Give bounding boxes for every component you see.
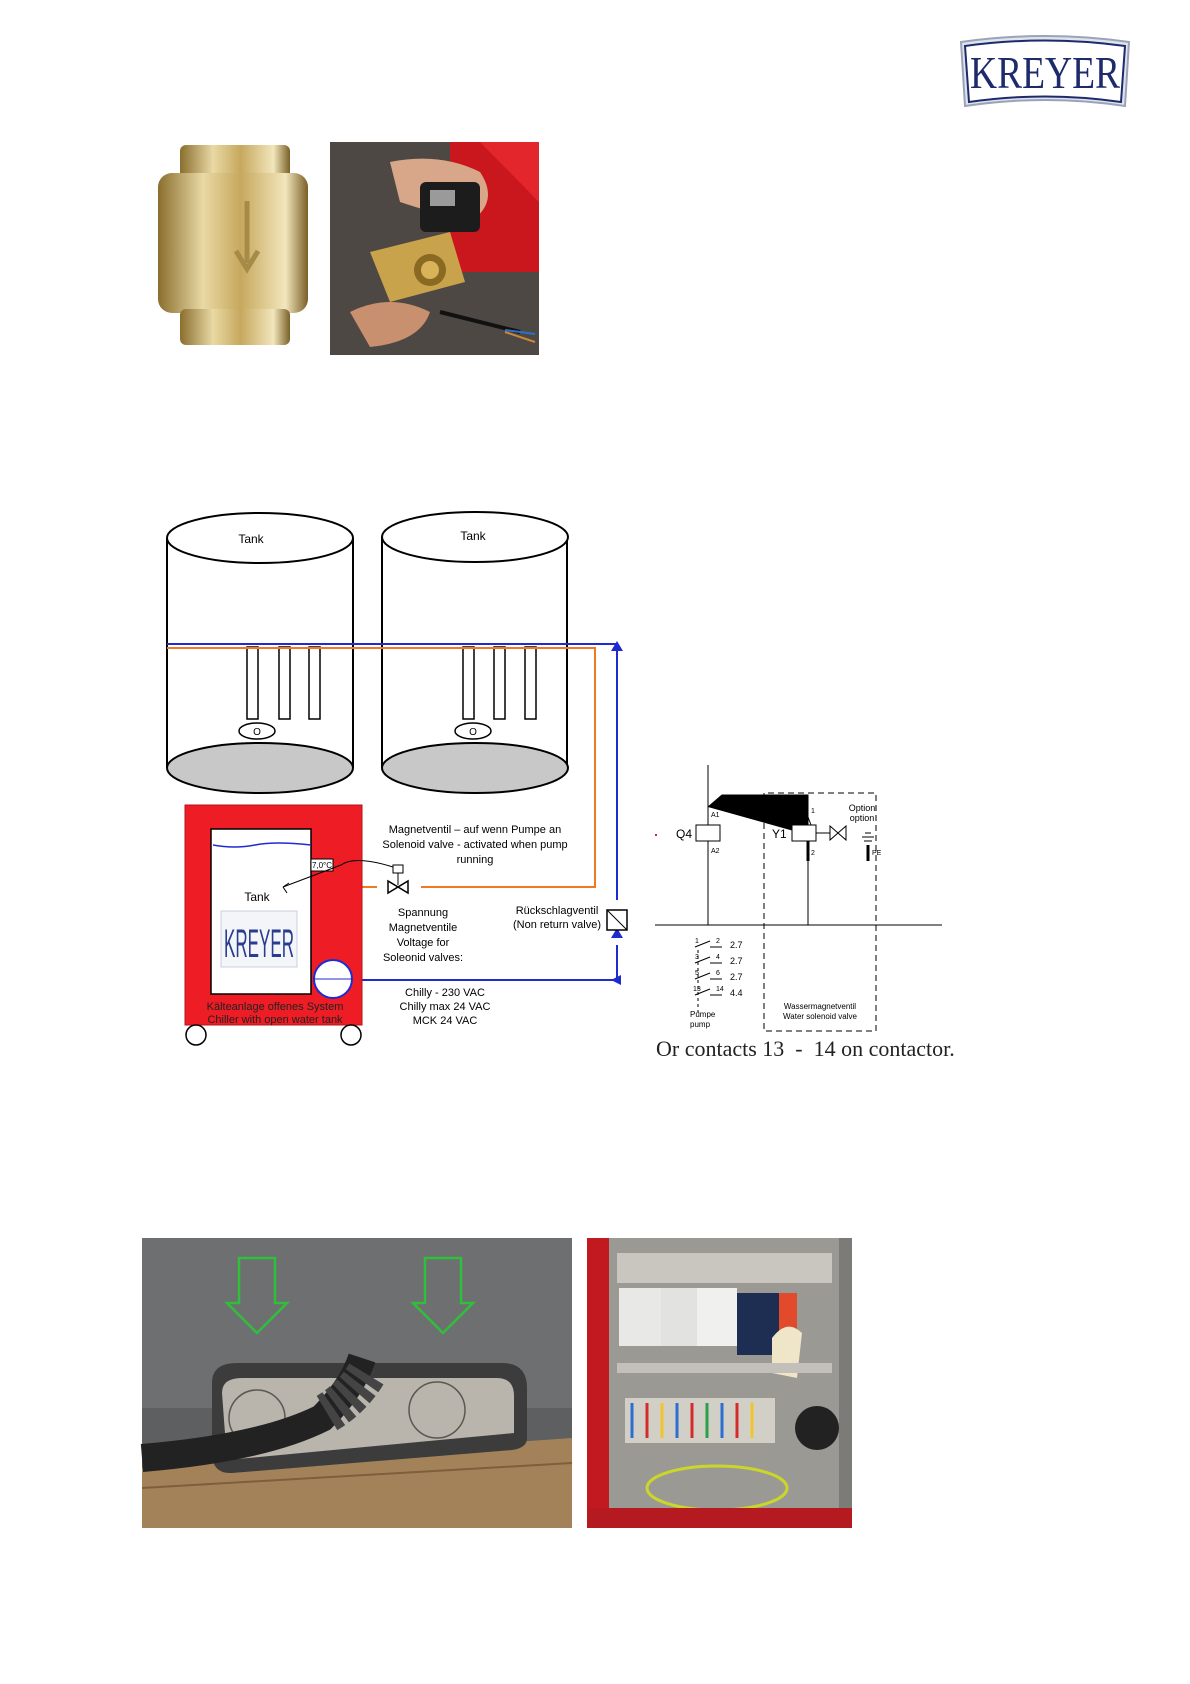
pump-pipe-blue [333,945,617,980]
pin1-label: 1 [811,808,815,815]
svg-text:2.7: 2.7 [730,972,743,982]
chiller-caption-de: Kälteanlage offenes System [206,1001,344,1013]
pump-label-de: Pumpe [690,1010,716,1019]
electrical-schematic [650,765,950,1035]
tank-left-label: Tank [238,532,264,546]
pe-label: PE [872,850,882,857]
kreyer-logo [955,32,1135,114]
pin2-label: 2 [811,850,815,857]
y1-label: Y1 [772,827,787,841]
temperature-display: 7,0°C [311,861,333,870]
contact-5-6 [695,970,743,982]
valve-label-en: Water solenoid valve [783,1012,857,1021]
pump-label-en: pump [690,1020,711,1029]
voltage-chilly: Chilly - 230 VAC [405,987,485,999]
check-valve-photo [152,143,310,348]
a2-label: A2 [711,848,720,855]
voltage-note-1: Spannung [397,907,449,919]
check-valve-label-de: Rückschlagventil [515,905,599,917]
a1-label: A1 [711,812,720,819]
hydraulic-diagram [155,505,635,1055]
option-label-en: option [849,813,875,823]
svg-text:1: 1 [695,938,699,945]
svg-text:14: 14 [716,986,724,993]
voltage-mck: MCK 24 VAC [412,1015,478,1027]
contact-1-2 [695,938,743,950]
control-cabinet-photo [587,1238,852,1528]
solenoid-valve-photo [330,142,539,355]
valve-label-de: Wassermagnetventil [783,1002,857,1011]
contact-3-4 [695,954,743,966]
tank-right [382,512,568,793]
svg-text:2.7: 2.7 [730,956,743,966]
chiller-tank-label: Tank [244,890,270,904]
svg-text:6: 6 [716,970,720,977]
svg-text:4: 4 [716,954,720,961]
red-dot [655,834,657,836]
svg-text:2: 2 [716,938,720,945]
chiller-logo: KREYER [224,922,294,966]
q4-label: Q4 [676,827,693,841]
logo-text: KREYER [970,47,1121,98]
svg-text:2.7: 2.7 [730,940,743,950]
voltage-chilly-max: Chilly max 24 VAC [399,1001,491,1013]
svg-text:13: 13 [693,986,701,993]
voltage-note-2: Magnetventile [388,922,458,934]
solenoid-note-3: running [456,854,494,866]
check-valve-label-en: (Non return valve) [512,919,602,931]
option-label-de: Option [848,803,876,813]
voltage-note-4: Soleonid valves: [382,952,464,964]
chiller-caption-en: Chiller with open water tank [207,1014,343,1026]
cable-entry-photo [142,1238,572,1528]
svg-text:O: O [469,727,477,738]
tank-left [167,513,353,793]
svg-text:O: O [253,727,261,738]
tank-right-label: Tank [460,529,486,543]
chiller-unit [185,805,362,1045]
svg-text:3: 3 [695,954,699,961]
svg-text:5: 5 [695,970,699,977]
solenoid-note-2: Solenoid valve - activated when pump [382,839,568,851]
solenoid-note-1: Magnetventil – auf wenn Pumpe an [388,824,562,836]
check-valve-symbol [607,910,627,930]
voltage-note-3: Voltage for [396,937,450,949]
svg-text:4.4: 4.4 [730,988,743,998]
schematic-caption: Or contacts 13 - 14 on contactor. [656,1036,955,1061]
contact-13-14 [693,986,743,998]
